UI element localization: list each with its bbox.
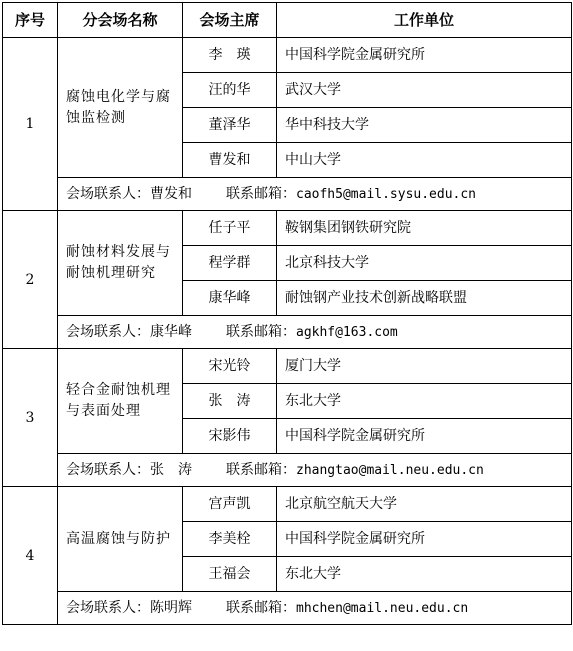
chair-name: 李 瑛 xyxy=(183,38,277,73)
chair-unit: 华中科技大学 xyxy=(277,108,572,143)
contact-label: 会场联系人： xyxy=(66,599,150,616)
chair-name: 李美栓 xyxy=(183,522,277,557)
session-name: 耐蚀材料发展与耐蚀机理研究 xyxy=(58,211,183,316)
contact-cell xyxy=(58,592,572,625)
table-row xyxy=(3,349,572,384)
table-row xyxy=(3,211,572,246)
contact-email[interactable]: mhchen@mail.neu.edu.cn xyxy=(296,600,469,616)
chair-name: 康华峰 xyxy=(183,281,277,316)
contact-cell xyxy=(58,316,572,349)
header-no: 序号 xyxy=(3,3,58,38)
contact-label: 会场联系人： xyxy=(66,185,150,202)
contact-person: 曹发和 xyxy=(150,185,192,202)
header-chair: 会场主席 xyxy=(183,3,277,38)
chair-unit: 东北大学 xyxy=(277,384,572,419)
chair-name: 汪的华 xyxy=(183,73,277,108)
contact-person: 张 涛 xyxy=(150,461,192,478)
contact-row xyxy=(3,454,572,487)
contact-email[interactable]: caofh5@mail.sysu.edu.cn xyxy=(296,186,477,202)
contact-label: 会场联系人： xyxy=(66,323,150,340)
contact-row xyxy=(3,592,572,625)
chair-name: 任子平 xyxy=(183,211,277,246)
chair-name: 董泽华 xyxy=(183,108,277,143)
chair-name: 张 涛 xyxy=(183,384,277,419)
contact-person: 康华峰 xyxy=(150,323,192,340)
email-label: 联系邮箱： xyxy=(226,185,296,202)
chair-unit: 厦门大学 xyxy=(277,349,572,384)
email-label: 联系邮箱： xyxy=(226,461,296,478)
chair-unit: 北京科技大学 xyxy=(277,246,572,281)
chair-unit: 中国科学院金属研究所 xyxy=(277,38,572,73)
chair-name: 王福会 xyxy=(183,557,277,592)
session-name: 腐蚀电化学与腐蚀监检测 xyxy=(58,38,183,178)
session-number: 2 xyxy=(3,211,58,349)
header-unit: 工作单位 xyxy=(277,3,572,38)
chair-unit: 东北大学 xyxy=(277,557,572,592)
chair-name: 宫声凯 xyxy=(183,487,277,522)
header-session-name: 分会场名称 xyxy=(58,3,183,38)
chair-unit: 耐蚀钢产业技术创新战略联盟 xyxy=(277,281,572,316)
session-number: 4 xyxy=(3,487,58,625)
contact-email[interactable]: agkhf@163.com xyxy=(296,324,398,340)
chair-unit: 鞍钢集团钢铁研究院 xyxy=(277,211,572,246)
contact-email[interactable]: zhangtao@mail.neu.edu.cn xyxy=(296,462,484,478)
chair-name: 程学群 xyxy=(183,246,277,281)
session-number: 3 xyxy=(3,349,58,487)
chair-name: 宋影伟 xyxy=(183,419,277,454)
chair-unit: 武汉大学 xyxy=(277,73,572,108)
chair-name: 曹发和 xyxy=(183,143,277,178)
session-name: 轻合金耐蚀机理与表面处理 xyxy=(58,349,183,454)
chair-unit: 中山大学 xyxy=(277,143,572,178)
contact-cell xyxy=(58,178,572,211)
contact-row xyxy=(3,178,572,211)
table-row xyxy=(3,38,572,73)
chair-unit: 中国科学院金属研究所 xyxy=(277,419,572,454)
session-table xyxy=(2,2,572,625)
email-label: 联系邮箱： xyxy=(226,323,296,340)
contact-person: 陈明辉 xyxy=(150,599,192,616)
chair-unit: 中国科学院金属研究所 xyxy=(277,522,572,557)
chair-name: 宋光铃 xyxy=(183,349,277,384)
session-number: 1 xyxy=(3,38,58,211)
header-row xyxy=(3,3,572,38)
email-label: 联系邮箱： xyxy=(226,599,296,616)
session-name: 高温腐蚀与防护 xyxy=(58,487,183,592)
table-row xyxy=(3,487,572,522)
contact-cell xyxy=(58,454,572,487)
chair-unit: 北京航空航天大学 xyxy=(277,487,572,522)
contact-row xyxy=(3,316,572,349)
contact-label: 会场联系人： xyxy=(66,461,150,478)
